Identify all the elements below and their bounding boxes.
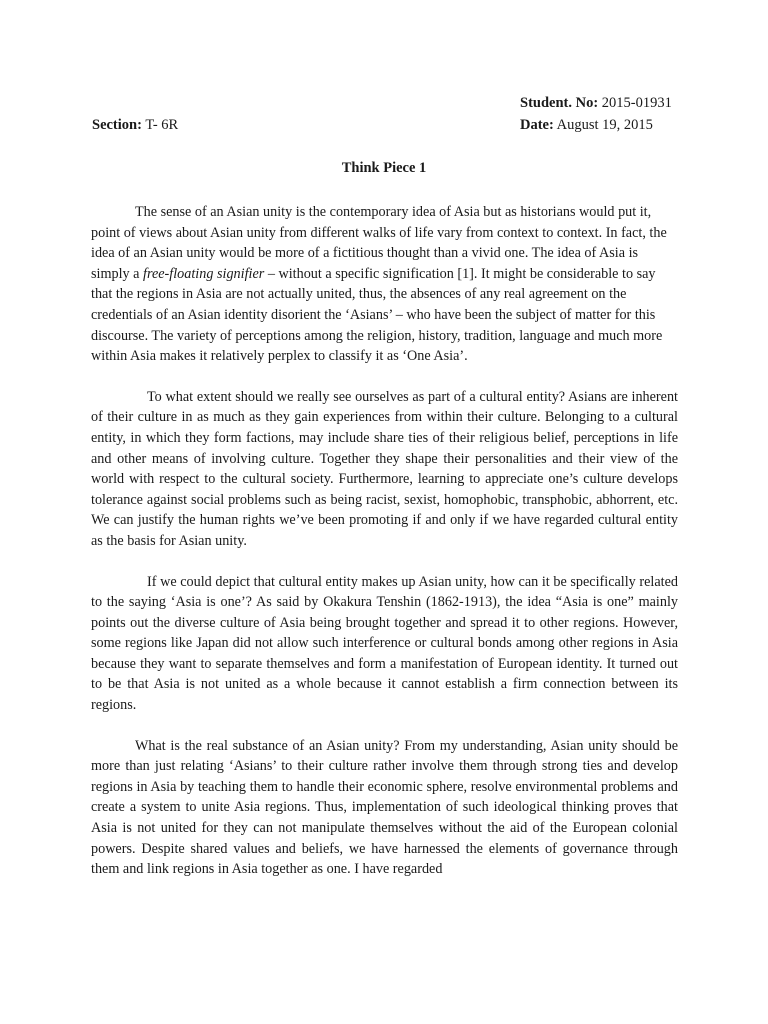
page-title: Think Piece 1 — [341, 160, 427, 176]
section-label: Section: — [92, 117, 142, 133]
paragraph-1-text-a: The sense of an Asian unity is the contemporary idea of Asia but as historians would put it, point of views about Asian unity from different walks of life vary from context to context. In fact, the idea of an Asian unity would be more of a fictitious thought than a vivid one. The idea of Asia is simply a — [91, 204, 667, 282]
paragraph-1 — [91, 202, 678, 367]
student-number-line — [520, 94, 672, 112]
essay-body — [91, 202, 678, 900]
section-line — [92, 116, 178, 134]
date-label: Date: — [520, 117, 554, 133]
paragraph-2: To what extent should we really see ourselves as part of a cultural entity? Asians are inherent of their culture in as much as they gain experiences from within their culture. Belonging to a cultural entity, in which they form factions, may include share ties of their religious belief, perceptions in life and other means of involving culture. Together they shape their personalities and their view of the world with respect to the cultural society. Furthermore, learning to appreciate one’s culture develops tolerance against social problems such as being racist, sexist, homophobic, transphobic, abhorrent, etc. We can justify the human rights we’ve been promoting if and only if we have regarded cultural entity as the basis for Asian unity. — [91, 388, 678, 549]
date-line — [520, 116, 653, 134]
date-value: August 19, 2015 — [556, 117, 653, 133]
paragraph-4: What is the real substance of an Asian unity? From my understanding, Asian unity should be more than just relating ‘Asians’ to their culture rather involve them through strong ties and develop regions in Asia by teaching them to handle their economic sphere, resolve environmental problems and create a system to unite Asia regions. Thus, implementation of such ideological thinking proves that Asia is not united for they can not manipulate themselves without the aid of the European colonial powers. Despite shared values and beliefs, we have harnessed the elements of governance through them and link regions in Asia together as one. I have regarded — [91, 737, 678, 878]
student-number-label: Student. No: — [520, 95, 599, 111]
paragraph-3: If we could depict that cultural entity makes up Asian unity, how can it be specifically related to the saying ‘Asia is one’? As said by Okakura Tenshin (1862-1913), the idea “Asia is one” mainly points out the diverse culture of Asia being brought together and spread it to other regions. However, some regions like Japan did not allow such interference or cultural bonds among other regions in Asia because they want to separate themselves and form a manifestation of European identity. It turned out to be that Asia is not united as a whole because it cannot establish a firm connection between its regions. — [91, 573, 678, 714]
paragraph-1-emphasis: free-floating signifier — [143, 265, 265, 282]
section-value: T- 6R — [145, 117, 179, 133]
paragraph-1-text-b: – without a specific signification [1]. It might be considerable to say that the regions in Asia are not actually united, thus, the absences of any real agreement on the credentials of an Asian identity disorient the ‘Asians’ – who have been the subject of matter for this discourse. The variety of perceptions among the religion, history, tradition, language and much more within Asia makes it relatively perplex to classify it as ‘One Asia’. — [91, 265, 663, 365]
student-number-value: 2015-01931 — [601, 95, 672, 111]
